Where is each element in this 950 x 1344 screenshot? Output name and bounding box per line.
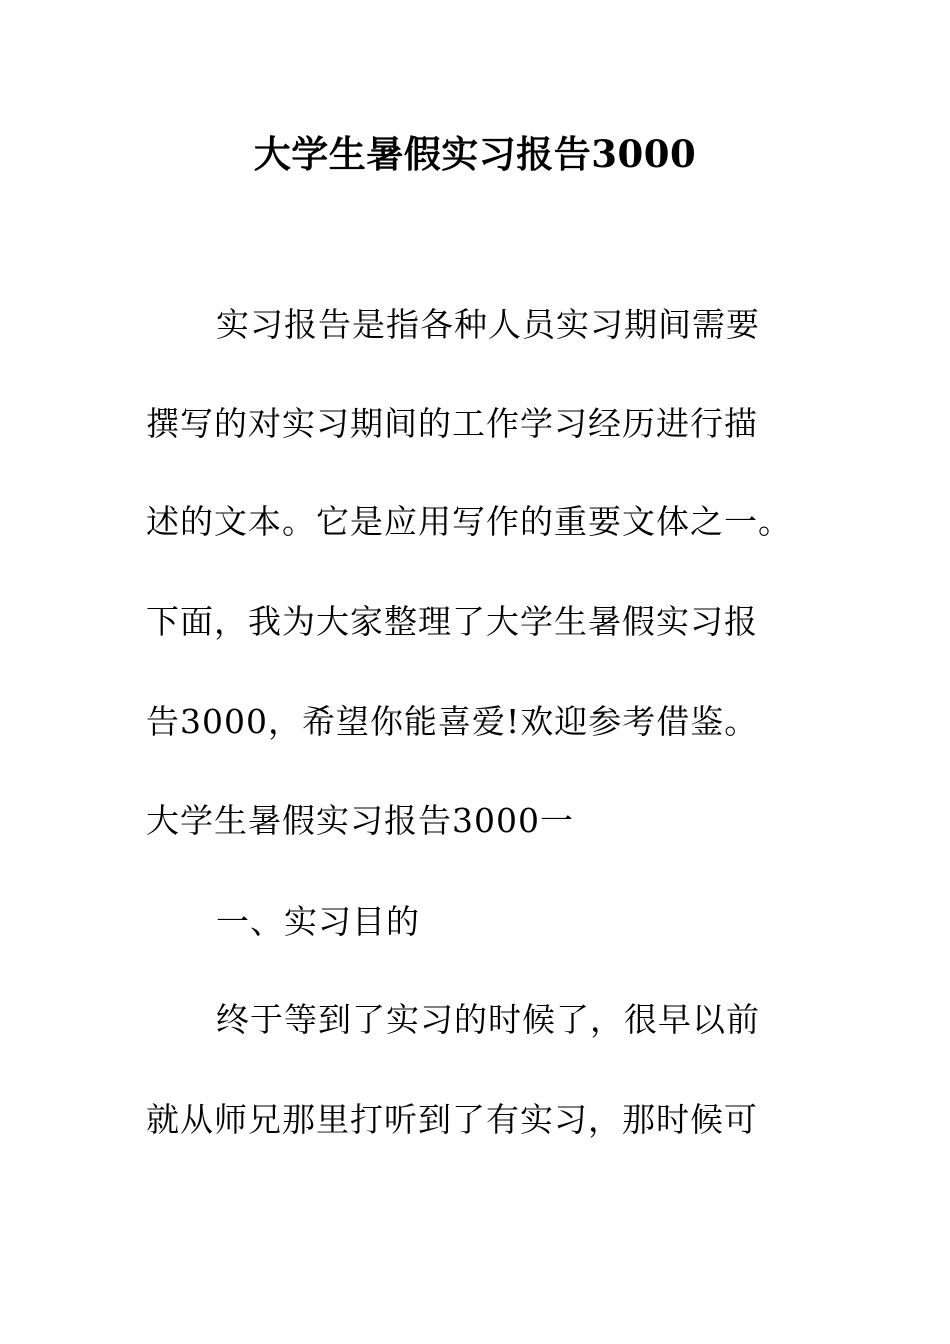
paragraph-line: 撰写的对实习期间的工作学习经历进行描 bbox=[146, 404, 758, 443]
paragraph-line: 下面，我为大家整理了大学生暑假实习报 bbox=[146, 602, 758, 641]
paragraph-line: 实习报告是指各种人员实习期间需要 bbox=[216, 305, 760, 344]
paragraph-line: 告3000，希望你能喜爱!欢迎参考借鉴。 bbox=[146, 702, 759, 741]
document-title: 大学生暑假实习报告3000 bbox=[253, 132, 697, 176]
paragraph-line: 就从师兄那里打听到了有实习，那时候可 bbox=[146, 1100, 758, 1139]
subsection-heading: 一、实习目的 bbox=[216, 902, 420, 941]
paragraph-line: 终于等到了实习的时候了，很早以前 bbox=[216, 1000, 760, 1039]
paragraph-line: 述的文本。它是应用写作的重要文体之一。 bbox=[146, 502, 792, 541]
section-heading: 大学生暑假实习报告3000一 bbox=[146, 801, 574, 840]
